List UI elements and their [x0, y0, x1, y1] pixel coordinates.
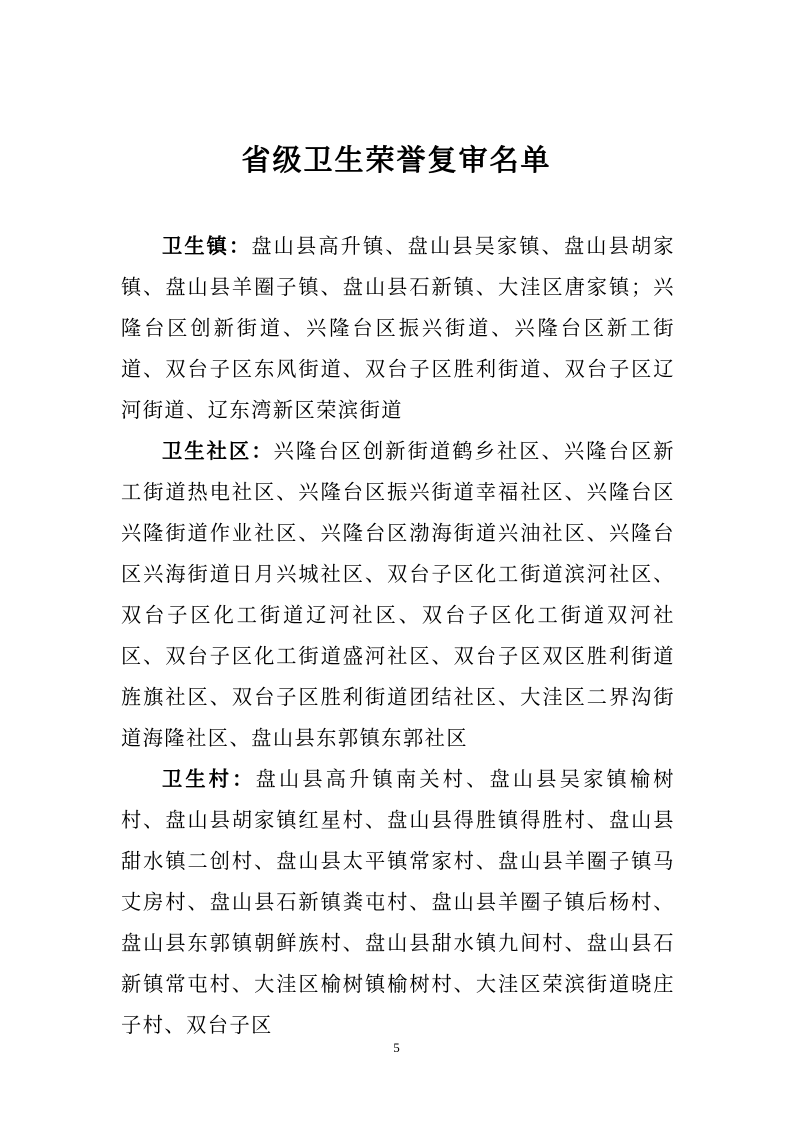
section-text: 盘山县高升镇南关村、盘山县吴家镇榆树村、盘山县胡家镇红星村、盘山县得胜镇得胜村、盘山县甜水镇二创村、盘山县太平镇常家村、盘山县羊圈子镇马丈房村、盘山县石新镇粪屯村、盘山县羊圈子镇后杨村、盘山县东郭镇朝鲜族村、盘山县甜水镇九间村、盘山县石新镇常屯村、大洼区榆树镇榆树村、大洼区荣滨街道晓庄子村、双台子区	[121, 767, 675, 1037]
section-label: 卫生社区：	[162, 439, 274, 463]
document-title: 省级卫生荣誉复审名单	[241, 143, 552, 177]
section-sanitary-towns	[121, 226, 675, 431]
section-text: 兴隆台区创新街道鹤乡社区、兴隆台区新工街道热电社区、兴隆台区振兴街道幸福社区、兴隆台区兴隆街道作业社区、兴隆台区渤海街道兴油社区、兴隆台区兴海街道日月兴城社区、双台子区化工街道滨河社区、双台子区化工街道辽河社区、双台子区化工街道双河社区、双台子区化工街道盛河社区、双台子区双区胜利街道旌旗社区、双台子区胜利街道团结社区、大洼区二界沟街道海隆社区、盘山县东郭镇东郭社区	[121, 439, 675, 750]
section-label: 卫生村：	[162, 767, 256, 791]
section-sanitary-villages	[121, 759, 675, 1046]
section-text: 盘山县高升镇、盘山县吴家镇、盘山县胡家镇、盘山县羊圈子镇、盘山县石新镇、大洼区唐家镇；兴隆台区创新街道、兴隆台区振兴街道、兴隆台区新工街道、双台子区东风街道、双台子区胜利街道、双台子区辽河街道、辽东湾新区荣滨街道	[121, 234, 675, 422]
section-label: 卫生镇：	[162, 234, 252, 258]
page-number: 5	[393, 1040, 400, 1055]
document-body	[121, 226, 675, 1046]
section-sanitary-communities	[121, 431, 675, 759]
